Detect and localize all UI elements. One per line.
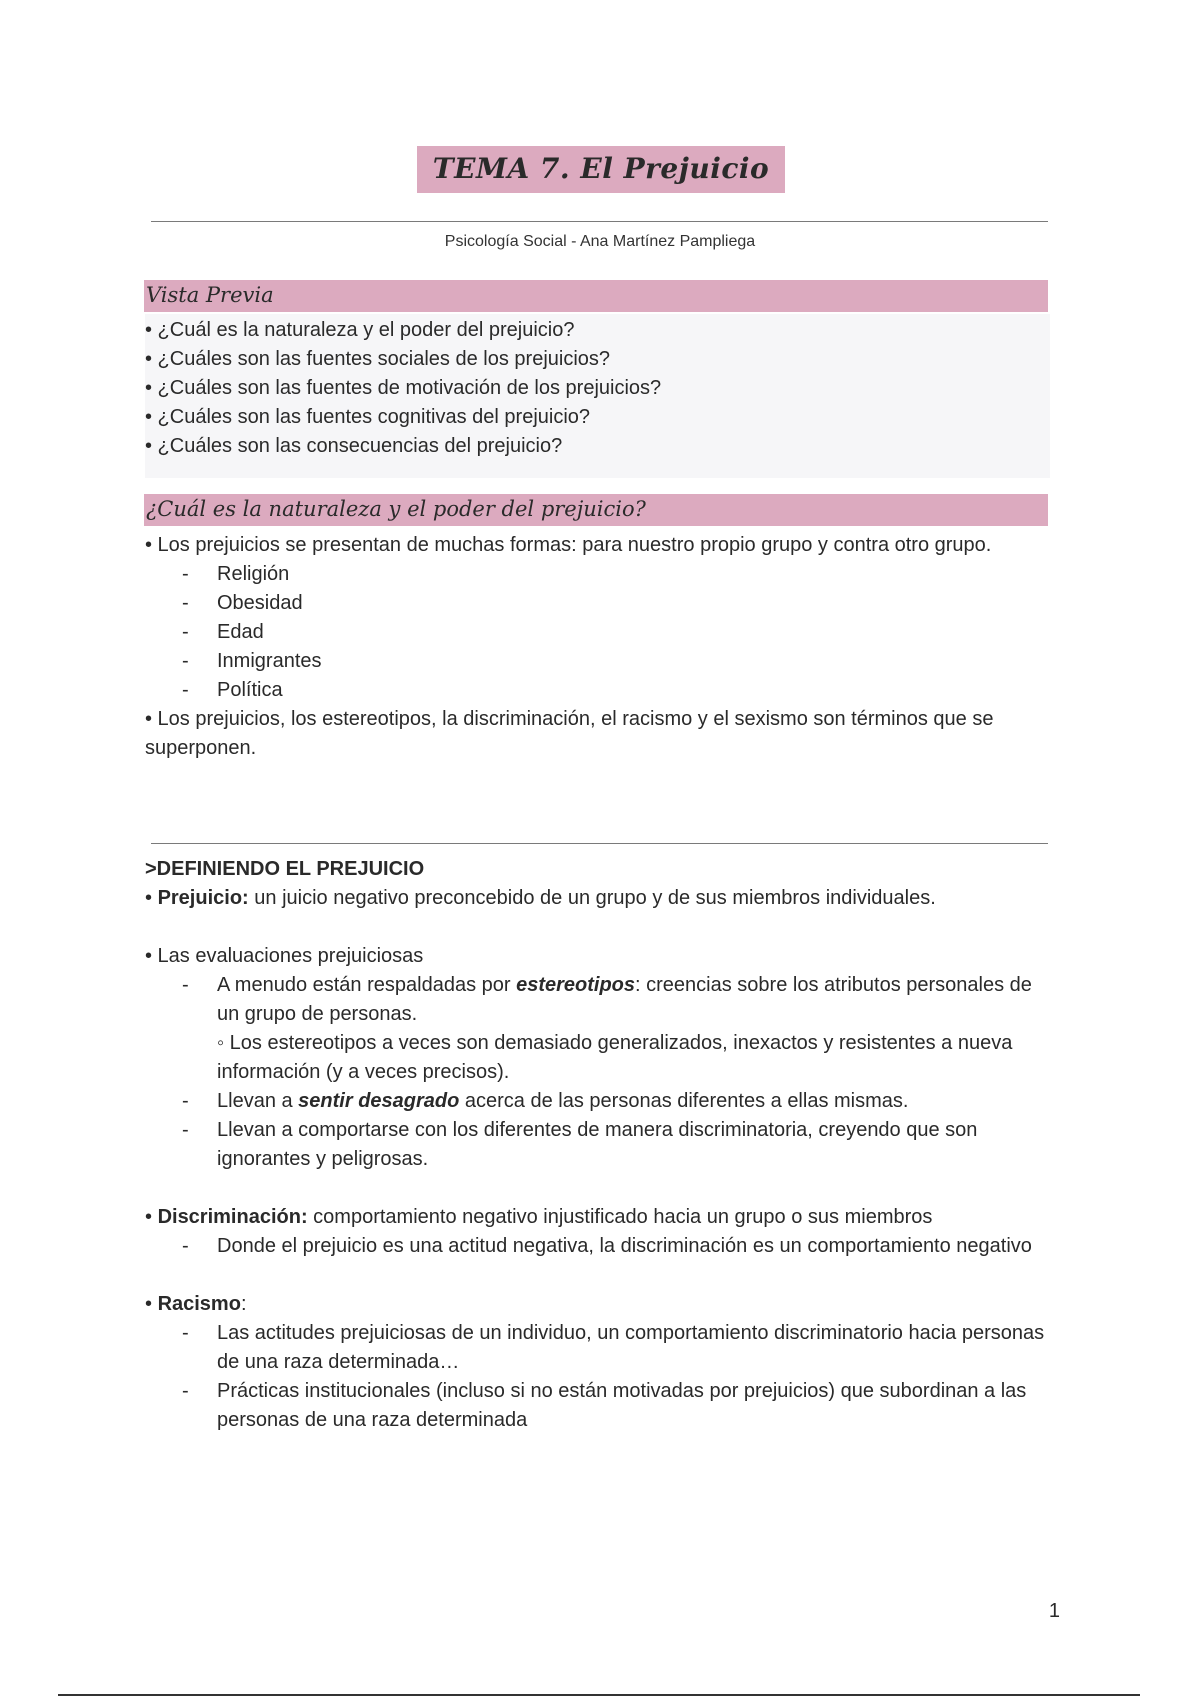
page-number: 1 bbox=[1048, 1600, 1060, 1622]
prejuicio-definition bbox=[145, 884, 1055, 913]
bullet: • bbox=[145, 1293, 158, 1315]
term-sentir-desagrado: sentir desagrado bbox=[298, 1090, 460, 1112]
list-item: - Religión bbox=[145, 560, 1025, 589]
discriminacion-definition bbox=[145, 1203, 1055, 1232]
definition-text: un juicio negativo preconcebido de un grupo y de sus miembros individuales. bbox=[248, 887, 936, 909]
vista-previa-list bbox=[145, 314, 1050, 478]
document-subtitle: Psicología Social - Ana Martínez Pampliega bbox=[444, 233, 756, 250]
list-item: • ¿Cuáles son las fuentes de motivación de los prejuicios? bbox=[145, 377, 662, 399]
paragraph: • Los prejuicios, los estereotipos, la discriminación, el racismo y el sexismo son términos que se superponen. bbox=[145, 708, 994, 759]
naturaleza-content bbox=[145, 531, 1025, 763]
evaluaciones-intro: • Las evaluaciones prejuiciosas bbox=[145, 945, 424, 967]
bullet: • bbox=[145, 1206, 158, 1228]
page-bottom-edge bbox=[58, 1694, 1140, 1696]
racismo-definition bbox=[145, 1290, 1055, 1319]
list-item: - Donde el prejuicio es una actitud negativa, la discriminación es un comportamiento negativo bbox=[145, 1232, 1055, 1261]
item-text: Llevan a bbox=[217, 1090, 299, 1112]
list-item: • ¿Cuál es la naturaleza y el poder del prejuicio? bbox=[145, 319, 575, 341]
definiendo-content bbox=[145, 855, 1055, 1435]
list-item bbox=[145, 1087, 1055, 1116]
list-item: - Política bbox=[145, 676, 1025, 705]
item-text: : creencias sobre los atributos personales de un grupo de personas. bbox=[217, 974, 1032, 1025]
title-container bbox=[0, 146, 1200, 193]
section-heading-definiendo: >DEFINIENDO EL PREJUICIO bbox=[145, 858, 425, 880]
colon: : bbox=[240, 1293, 247, 1315]
title-divider bbox=[151, 221, 1048, 222]
term-discriminacion: Discriminación: bbox=[157, 1206, 308, 1228]
list-item: - Inmigrantes bbox=[145, 647, 1025, 676]
list-item: - Edad bbox=[145, 618, 1025, 647]
term-estereotipos: estereotipos bbox=[516, 974, 636, 996]
list-item: - Obesidad bbox=[145, 589, 1025, 618]
page-title: TEMA 7. El Prejuicio bbox=[417, 146, 785, 193]
list-item: • ¿Cuáles son las fuentes cognitivas del prejuicio? bbox=[145, 406, 591, 428]
item-text: acerca de las personas diferentes a ellas mismas. bbox=[459, 1090, 909, 1112]
paragraph: • Los prejuicios se presentan de muchas formas: para nuestro propio grupo y contra otro grupo. bbox=[145, 534, 992, 556]
item-text: A menudo están respaldadas por bbox=[217, 974, 517, 996]
term-racismo: Racismo bbox=[157, 1293, 241, 1315]
definition-text: comportamiento negativo injustificado hacia un grupo o sus miembros bbox=[307, 1206, 933, 1228]
list-item: - Prácticas institucionales (incluso si no están motivadas por prejuicios) que subordinan a las personas de una raza determinada bbox=[145, 1377, 1055, 1435]
term-prejuicio: Prejuicio: bbox=[157, 887, 249, 909]
bullet: • bbox=[145, 887, 158, 909]
list-item: • ¿Cuáles son las consecuencias del prejuicio? bbox=[145, 435, 563, 457]
list-item: - Llevan a comportarse con los diferentes de manera discriminatoria, creyendo que son ignorantes y peligrosas. bbox=[145, 1116, 1055, 1174]
section-heading-vista-previa: Vista Previa bbox=[144, 280, 1048, 312]
section-divider bbox=[151, 843, 1048, 844]
list-item bbox=[145, 971, 1055, 1029]
section-heading-naturaleza: ¿Cuál es la naturaleza y el poder del prejuicio? bbox=[144, 494, 1048, 526]
sub-list-item: ◦ Los estereotipos a veces son demasiado generalizados, inexactos y resistentes a nueva información (y a veces precisos). bbox=[217, 1032, 1013, 1083]
list-item: • ¿Cuáles son las fuentes sociales de los prejuicios? bbox=[145, 348, 611, 370]
list-item: - Las actitudes prejuiciosas de un individuo, un comportamiento discriminatorio hacia personas de una raza determinada… bbox=[145, 1319, 1055, 1377]
